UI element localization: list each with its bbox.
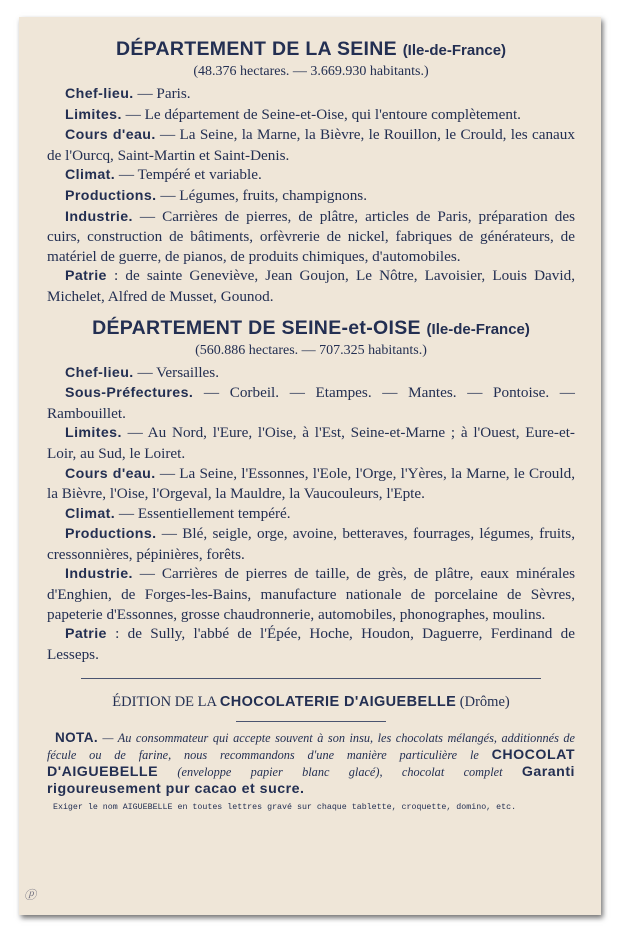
entry-label: Productions. xyxy=(65,526,157,543)
entry xyxy=(47,186,575,207)
entry-text: — Légumes, fruits, champignons. xyxy=(156,186,367,204)
entry-text: — Versailles. xyxy=(133,363,219,381)
entry xyxy=(47,464,575,504)
entry xyxy=(47,624,575,664)
seine-stats: (48.376 hectares. — 3.669.930 habitants.) xyxy=(193,64,429,79)
entry-label: Chef-lieu. xyxy=(65,364,134,381)
entry xyxy=(47,266,575,306)
short-divider-rule xyxy=(236,721,386,722)
entry-text: — Le département de Seine-et-Oise, qui l'entoure complètement. xyxy=(121,105,521,123)
seine-et-oise-region: (Ile-de-France) xyxy=(426,320,530,338)
edition-suffix: (Drôme) xyxy=(459,694,510,711)
seine-region: (Ile-de-France) xyxy=(402,42,507,59)
nota-guarantee: Garanti rigoureusement pur cacao et sucre. xyxy=(47,764,575,797)
edition-line xyxy=(47,692,575,712)
seine-title-line xyxy=(47,37,575,63)
entry-text: — Blé, seigle, orge, avoine, betteraves, fourrages, légumes, fruits, cressonnières, pépinières, forêts. xyxy=(47,525,575,563)
entry-text: — Paris. xyxy=(133,85,191,102)
entry-text: — Essentiellement tempéré. xyxy=(115,504,291,522)
edition-prefix: ÉDITION DE LA xyxy=(112,694,217,711)
entry xyxy=(47,383,575,423)
entry-label: Cours d'eau. xyxy=(65,127,156,144)
handwritten-mark-icon: ⓟ xyxy=(24,888,37,902)
entry-text: — Corbeil. — Etampes. — Mantes. — Pontoise. — Rambouillet. xyxy=(47,384,575,422)
seine-et-oise-title-line xyxy=(47,316,575,342)
entry-label: Cours d'eau. xyxy=(65,465,156,482)
section-seine xyxy=(47,37,575,307)
postcard xyxy=(19,17,601,915)
entry-label: Industrie. xyxy=(65,566,133,583)
entry xyxy=(47,564,575,624)
nota-brand: CHOCOLAT D'AIGUEBELLE xyxy=(47,747,575,781)
section-seine-et-oise xyxy=(47,316,575,665)
entry-text: — Carrières de pierres, de plâtre, articles de Paris, préparation des cuirs, construction de bâtiments, orfèvrerie de nickel, fabriques de générateurs, de matériel de guerre, de pianos, de produits chimiques, d'automobiles. xyxy=(47,207,575,265)
entry xyxy=(47,84,575,105)
entry-label: Sous-Préfectures. xyxy=(65,385,194,402)
nota-text-1: — Au consommateur qui accepte souvent à son insu, les chocolats mélangés, additionnés de fécule ou de farine, nous recommandons d'une manière particulière le xyxy=(47,731,575,763)
seine-et-oise-stats: (560.886 hectares. — 707.325 habitants.) xyxy=(195,342,427,358)
entry-text: — Tempéré et variable. xyxy=(115,166,262,184)
edition-brand: CHOCOLATERIE D'AIGUEBELLE xyxy=(219,694,457,711)
entry xyxy=(47,524,575,564)
entry-text: — Carrières de pierres de taille, de grès, de plâtre, eaux minérales d'Enghien, de Forges-les-Bains, manufacture nationale de porcelaine de Sèvres, papeterie d'Essonnes, grosse chaudronnerie, automobiles, phonographes, moulins. xyxy=(47,565,575,623)
nota-paragraph xyxy=(47,730,575,797)
entry-label: Patrie xyxy=(65,268,107,285)
seine-title: DÉPARTEMENT DE LA SEINE xyxy=(115,38,397,60)
entry-label: Industrie. xyxy=(65,208,133,225)
entry xyxy=(47,423,575,463)
entry-label: Climat. xyxy=(65,505,116,522)
divider-rule xyxy=(81,678,541,679)
entry-text: — Au Nord, l'Eure, l'Oise, à l'Est, Seine-et-Marne ; à l'Ouest, Eure-et-Loir, au Sud, le Loiret. xyxy=(47,424,575,462)
entry-text: : de sainte Geneviève, Jean Goujon, Le Nôtre, Lavoisier, Louis David, Michelet, Alfred de Musset, Gounod. xyxy=(47,267,575,305)
entry-label: Limites. xyxy=(65,425,122,442)
seine-entries xyxy=(47,84,575,307)
entry xyxy=(47,105,575,126)
entry-label: Patrie xyxy=(65,626,107,643)
entry xyxy=(47,363,575,384)
entry-text: — La Seine, la Marne, la Bièvre, le Rouillon, le Crould, les canaux de l'Ourcq, Saint-Martin et Saint-Denis. xyxy=(47,126,575,164)
entry-label: Limites. xyxy=(65,106,122,123)
entry-label: Productions. xyxy=(65,187,157,204)
seine-et-oise-title: DÉPARTEMENT DE SEINE-et-OISE xyxy=(92,316,421,339)
entry xyxy=(47,207,575,267)
footer-note: Exiger le nom AIGUEBELLE en toutes lettres gravé sur chaque tablette, croquette, domino, etc. xyxy=(53,802,517,812)
entry-text: : de Sully, l'abbé de l'Épée, Hoche, Houdon, Daguerre, Ferdinand de Lesseps. xyxy=(47,625,575,663)
entry-label: Climat. xyxy=(65,167,116,184)
seine-et-oise-entries xyxy=(47,363,575,665)
card-content xyxy=(47,37,575,812)
nota-label: NOTA. xyxy=(55,730,98,746)
entry-label: Chef-lieu. xyxy=(65,86,134,102)
entry xyxy=(47,125,575,165)
entry-text: — La Seine, l'Essonnes, l'Eole, l'Orge, l'Yères, la Marne, le Crould, la Bièvre, l'Oise, l'Orgeval, la Mauldre, la Vaucouleurs, l'Epte. xyxy=(47,464,575,503)
nota-text-2: (enveloppe papier blanc glacé), chocolat complet xyxy=(158,765,522,780)
entry xyxy=(47,165,575,186)
entry xyxy=(47,504,575,525)
